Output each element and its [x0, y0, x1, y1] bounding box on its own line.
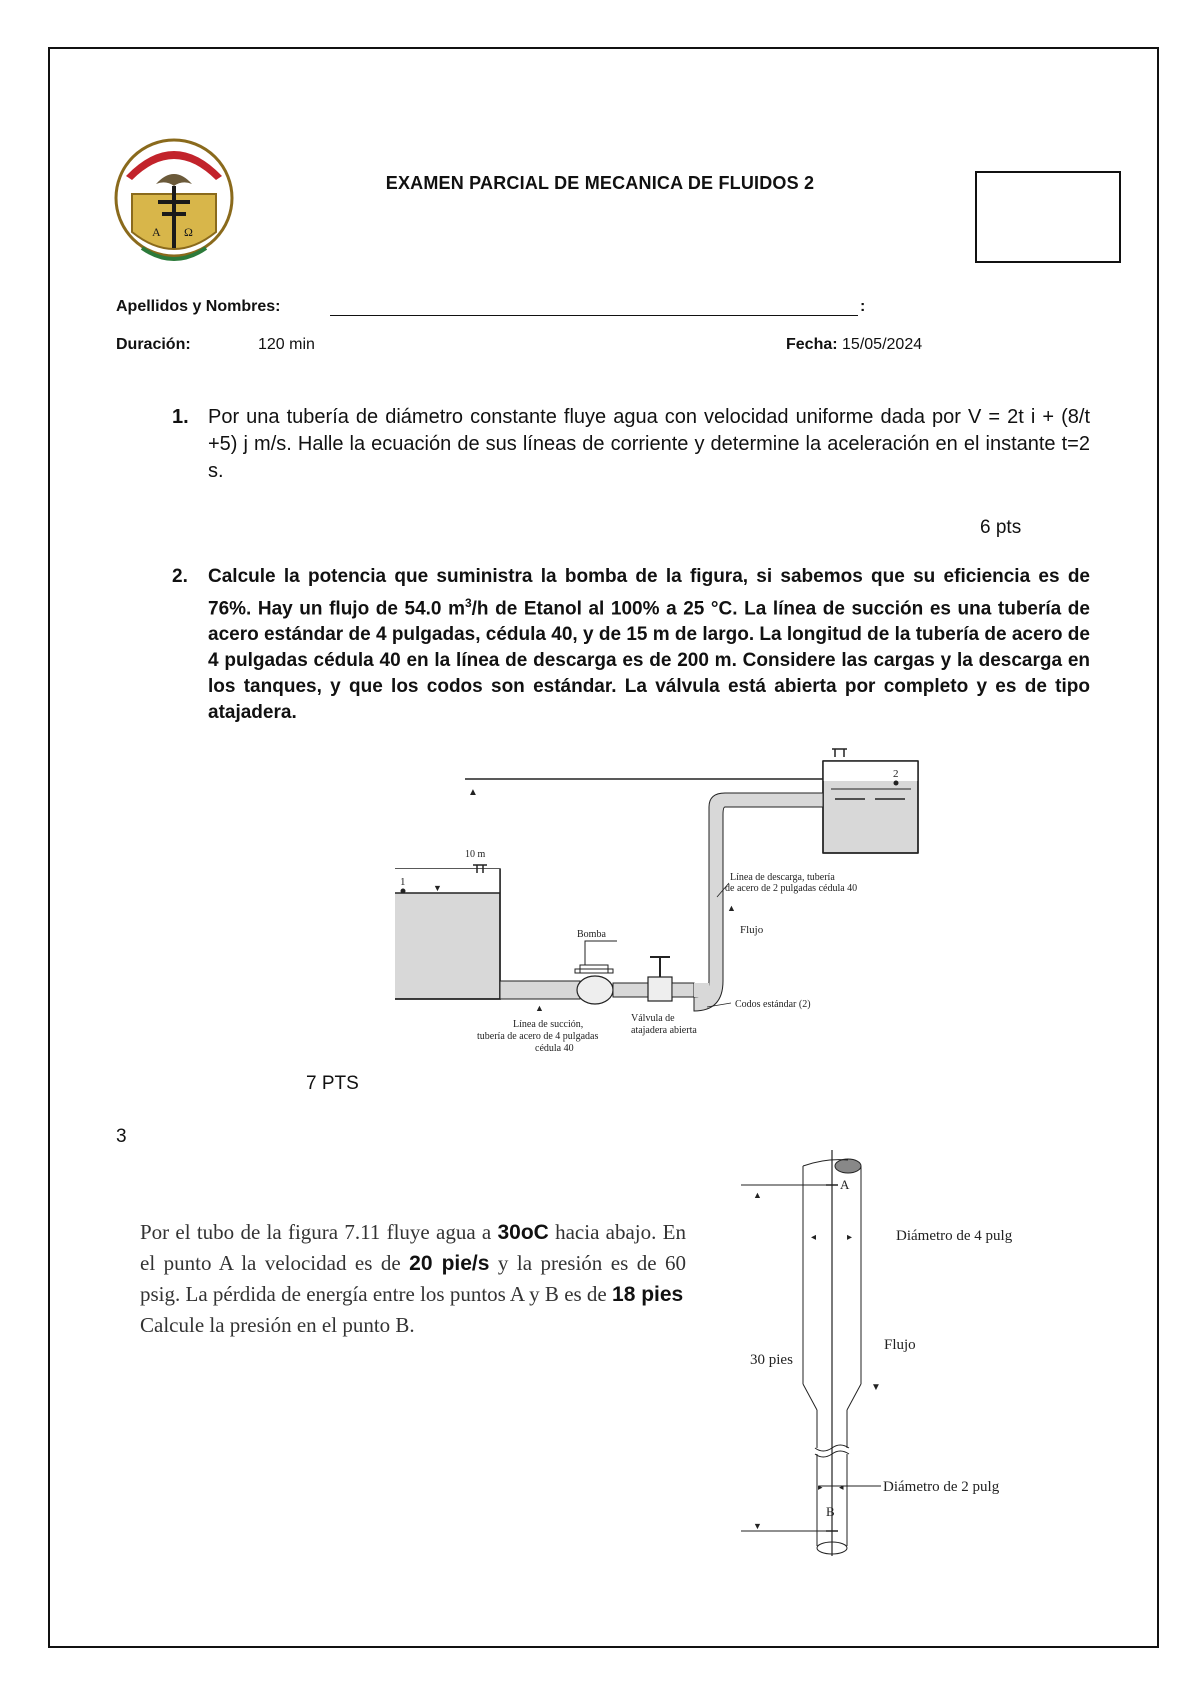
question-2-sup: 3 — [464, 596, 472, 610]
svg-text:▼: ▼ — [433, 883, 442, 893]
question-3-temp: 30oC — [497, 1221, 549, 1244]
question-2-points: 7 PTS — [306, 1073, 359, 1094]
name-suffix: : — [860, 298, 866, 315]
suction-label-1: Línea de succión, — [513, 1019, 584, 1030]
pipe-figure — [735, 1148, 1035, 1558]
length-label: 30 pies — [750, 1352, 793, 1368]
date-value: 15/05/2024 — [842, 336, 923, 353]
question-1-text: Por una tubería de diámetro constante fluye agua con velocidad uniforme dada por V = 2t i + (8/t +5) j m/s. Halle la ecuación de sus líneas de corriente y determine la aceleración en el instante t=2 s. — [208, 406, 1090, 482]
question-3-velocity: 20 pie/s — [409, 1252, 490, 1275]
question-2-text-b: /h de Etanol al 100% a 25 °C. La línea de succión es una tubería de acero estándar de 4 pulgadas, cédula 40, y de 15 m de largo. La longitud de la tubería de acero de 4 pulgadas cédula 40 en la línea de descarga es de 200 m. Considere las cargas y la descarga en los tanques, y que los codos son estándar. La válvula está abierta por completo y es de tipo atajadera. — [208, 598, 1090, 724]
university-logo — [112, 136, 242, 276]
question-2 — [172, 564, 1090, 726]
valve-label-2: atajadera abierta — [631, 1025, 697, 1036]
flow-label-tube: Flujo — [884, 1337, 916, 1353]
question-1 — [172, 404, 1090, 485]
suction-label-2: tubería de acero de 4 pulgadas — [477, 1031, 599, 1042]
pump-label: Bomba — [577, 929, 606, 940]
date-row — [786, 336, 922, 354]
score-box — [975, 171, 1121, 263]
discharge-label-2: de acero de 2 pulgadas cédula 40 — [725, 883, 858, 894]
flow-label-pump: Flujo — [740, 924, 764, 936]
pump-system-figure — [395, 745, 940, 1095]
diameter-bottom-label: Diámetro de 2 pulg — [883, 1479, 1000, 1495]
date-label: Fecha: — [786, 336, 838, 353]
discharge-label-1: Línea de descarga, tubería — [730, 872, 835, 883]
point-a-label: A — [840, 1177, 850, 1192]
diameter-top-label: Diámetro de 4 pulg — [896, 1228, 1013, 1244]
logo-text: CATOLICA DE TRUJILLO — [112, 136, 124, 137]
question-3-text-d: Calcule la presión en el punto B. — [140, 1313, 415, 1337]
question-2-text-a: Calcule la potencia que suministra la bomba de la figura, si sabemos que su eficiencia es de 76%. Hay un flujo de 54.0 m — [208, 566, 1090, 620]
duration-value: 120 min — [258, 336, 315, 353]
question-3-text-c: y la presión es de 60 psig. La pérdida de energía entre los puntos A y B es de — [140, 1251, 686, 1306]
question-2-number: 2. — [172, 566, 188, 587]
point-b-label: B — [826, 1504, 835, 1519]
tank-2-label: 2 — [893, 768, 899, 780]
question-3-text — [140, 1217, 686, 1340]
question-3-loss: 18 pies — [612, 1283, 684, 1306]
suction-label-3: cédula 40 — [535, 1043, 574, 1054]
svg-text:▲: ▲ — [753, 1190, 762, 1200]
name-label: Apellidos y Nombres: — [116, 298, 281, 315]
svg-text:◂: ◂ — [811, 1232, 817, 1243]
question-3-text-a: Por el tubo de la figura 7.11 fluye agua a — [140, 1220, 498, 1244]
svg-text:▼: ▼ — [753, 1521, 762, 1531]
svg-text:Α: Α — [152, 225, 161, 239]
valve-label-1: Válvula de — [631, 1013, 675, 1024]
exam-title: EXAMEN PARCIAL DE MECANICA DE FLUIDOS 2 — [385, 173, 815, 193]
question-1-points: 6 pts — [980, 517, 1022, 538]
svg-text:◂: ◂ — [839, 1482, 844, 1492]
duration-label: Duración: — [116, 336, 191, 353]
question-3-text-b: hacia abajo. En el punto A la velocidad es de — [140, 1220, 686, 1275]
svg-text:▸: ▸ — [818, 1482, 823, 1492]
tank-1-label: 1 — [400, 876, 406, 888]
svg-text:▲: ▲ — [468, 787, 478, 798]
svg-text:▲: ▲ — [727, 903, 736, 913]
question-1-number: 1. — [172, 406, 189, 428]
question-3-number: 3 — [116, 1126, 127, 1147]
height-label: 10 m — [465, 849, 486, 860]
svg-text:▼: ▼ — [871, 1382, 881, 1393]
svg-text:▸: ▸ — [847, 1232, 853, 1243]
svg-text:Ω: Ω — [184, 225, 193, 239]
name-field[interactable] — [330, 315, 858, 316]
elbows-label: Codos estándar (2) — [735, 999, 811, 1010]
svg-text:▲: ▲ — [535, 1003, 544, 1013]
